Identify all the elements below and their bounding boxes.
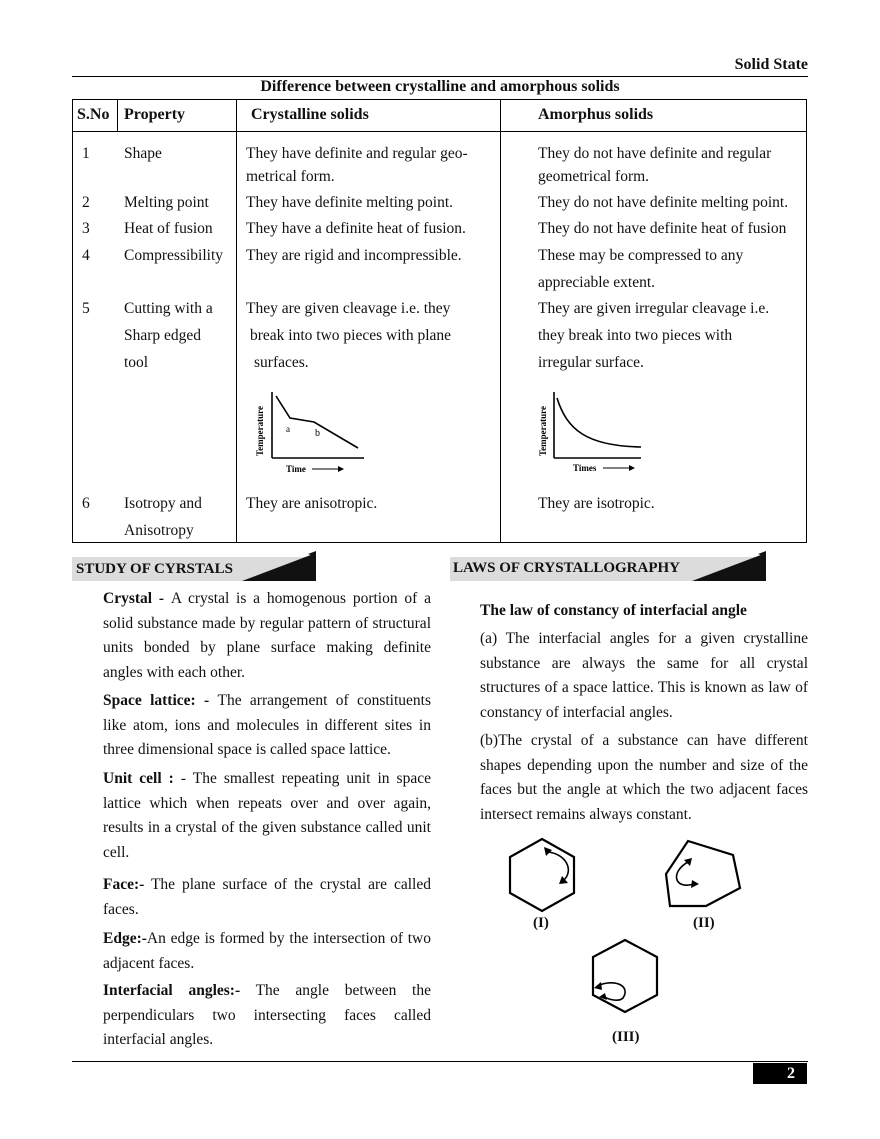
graph-xlabel: Times	[573, 463, 597, 473]
row-amorphous: appreciable extent.	[538, 274, 656, 291]
row-crystalline: They have definite melting point.	[246, 194, 454, 211]
row-property: Compressibility	[124, 247, 224, 264]
graph-xlabel: Time	[286, 464, 306, 474]
definition-interfacial-angles	[103, 979, 431, 1053]
table-title: Difference between crystalline and amorphous solids	[260, 78, 620, 95]
cooling-curve	[276, 396, 358, 448]
row-amorphous: They are isotropic.	[538, 495, 655, 512]
row-crystalline: surfaces.	[254, 354, 309, 371]
row-sno: 2	[82, 194, 90, 211]
row-sno: 3	[82, 220, 90, 237]
row-crystalline: They have definite and regular geo-	[246, 145, 468, 162]
row-crystalline: They have a definite heat of fusion.	[246, 220, 466, 237]
definition-text: An edge is formed by the intersection of two adjacent faces.	[103, 930, 431, 972]
row-sno: 4	[82, 247, 90, 264]
col-header-property: Property	[124, 106, 186, 123]
row-amorphous: geometrical form.	[538, 168, 650, 185]
row-property: Melting point	[124, 194, 209, 211]
row-crystalline: They are rigid and incompressible.	[246, 247, 462, 264]
row-amorphous: they break into two pieces with	[538, 327, 733, 344]
definition-face	[103, 873, 431, 922]
definition-term: Space lattice: -	[103, 692, 218, 709]
row-amorphous: They are given irregular cleavage i.e.	[538, 300, 770, 317]
graph-ylabel: Temperature	[538, 406, 548, 456]
col-header-sno: S.No	[77, 106, 110, 123]
definition-term: Interfacial angles:-	[103, 982, 241, 999]
row-sno: 1	[82, 145, 90, 162]
footer-rule	[72, 1061, 808, 1062]
row-property: Cutting with a	[124, 300, 213, 317]
law-subheading: The law of constancy of interfacial angle	[480, 602, 747, 619]
definition-text: The plane surface of the crystal are called faces.	[103, 876, 431, 918]
amorphous-cooling-graph	[537, 390, 647, 476]
table-col-divider	[500, 99, 501, 543]
law-paragraph-a: (a) The interfacial angles for a given crystalline substance are always the same for all crystal structures of a space lattice. This is known as law of constancy of interfacial angles.	[480, 630, 808, 721]
row-amorphous: They do not have definite melting point.	[538, 194, 789, 211]
row-amorphous: They do not have definite heat of fusion	[538, 220, 787, 237]
definition-edge	[103, 927, 431, 976]
row-property: tool	[124, 354, 149, 371]
crystal-figure-iii	[585, 938, 665, 1018]
header-rule	[72, 76, 808, 77]
row-property: Anisotropy	[124, 522, 194, 539]
col-header-crystalline: Crystalline solids	[251, 106, 369, 123]
row-amorphous: irregular surface.	[538, 354, 644, 371]
table-col-divider	[117, 99, 118, 131]
definition-term: Crystal -	[103, 590, 171, 607]
running-head: Solid State	[734, 56, 808, 73]
crystalline-cooling-graph	[252, 390, 370, 476]
row-sno: 5	[82, 300, 90, 317]
crystal-figure-ii	[660, 838, 746, 912]
table-header-rule	[72, 131, 807, 132]
definition-text: A crystal is a homogenous portion of a solid substance made by regular pattern of structural units bonded by plane surface making definite angles with each other.	[103, 590, 431, 681]
graph-point-a: a	[286, 424, 290, 434]
graph-ylabel: Temperature	[255, 406, 265, 456]
definition-unit-cell	[103, 767, 431, 865]
row-amorphous: These may be compressed to any	[538, 247, 744, 264]
law-paragraph-b: (b)The crystal of a substance can have different shapes depending upon the number and size of the faces but the angle at which the two adjacent faces intersect remains always constant.	[480, 732, 808, 823]
row-property: Shape	[124, 145, 162, 162]
definition-text: - The smallest repeating unit in space lattice which when repeats over and over again, results in a crystal of the given substance called unit cell.	[103, 770, 431, 861]
definition-space-lattice	[103, 689, 431, 763]
definition-term: Face:-	[103, 876, 145, 893]
row-sno: 6	[82, 495, 90, 512]
section-heading-laws: LAWS OF CRYSTALLOGRAPHY	[453, 560, 680, 576]
definition-term: Unit cell :	[103, 770, 181, 787]
table-col-divider	[236, 99, 237, 543]
col-header-amorphous: Amorphus solids	[538, 106, 654, 123]
graph-time-arrowhead	[338, 466, 344, 472]
graph-point-b: b	[315, 428, 320, 439]
definition-text: The angle between the perpendiculars two intersecting faces called interfacial angles.	[103, 982, 431, 1048]
definition-crystal	[103, 587, 431, 685]
figure-label-i: (I)	[533, 915, 549, 931]
figure-label-ii: (II)	[693, 915, 715, 931]
definition-term: Edge:-	[103, 930, 147, 947]
cooling-curve	[557, 398, 641, 447]
page-number: 2	[753, 1063, 807, 1084]
graph-time-arrowhead	[629, 465, 635, 471]
crystal-figure-i	[500, 836, 584, 916]
row-crystalline: break into two pieces with plane	[250, 327, 452, 344]
row-amorphous: They do not have definite and regular	[538, 145, 772, 162]
section-heading-study: STUDY OF CYRSTALS	[76, 561, 233, 577]
row-property: Isotropy and	[124, 495, 202, 512]
row-crystalline: They are anisotropic.	[246, 495, 378, 512]
figure-label-iii: (III)	[612, 1029, 640, 1045]
definition-text: The arrangement of constituents like atom, ions and molecules in different sites in three dimensional space is called space lattice.	[103, 692, 431, 758]
row-crystalline: metrical form.	[246, 168, 335, 185]
row-property: Sharp edged	[124, 327, 202, 344]
row-crystalline: They are given cleavage i.e. they	[246, 300, 451, 317]
row-property: Heat of fusion	[124, 220, 213, 237]
